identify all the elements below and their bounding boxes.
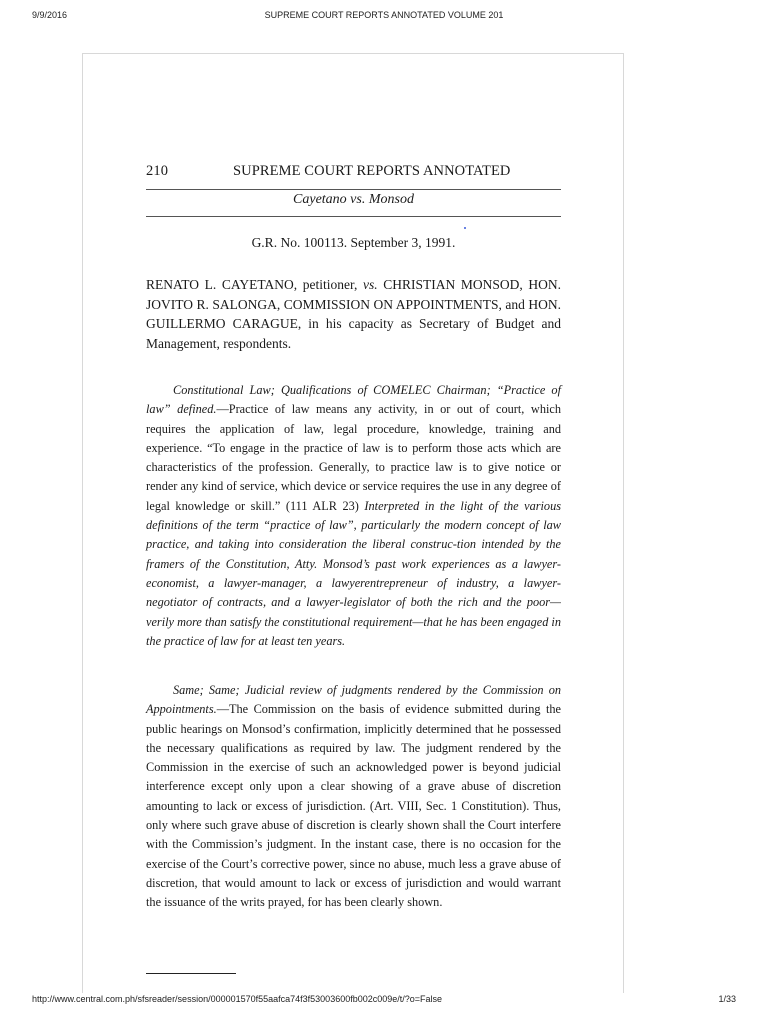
page-count: 1/33 bbox=[718, 994, 736, 1004]
syllabus-body-2: —The Commission on the basis of evidence submitted during the public hearings on Monsod’s confirmation, implicitly determined that he possessed the necessary qualifications as required by law. The judgment rendered by the Commission in the exercise of such an acknowledged power is beyond judicial interference except only upon a clear showing of a grave abuse of discretion amounting to lack or excess of jurisdiction. (Art. VIII, Sec. 1 Constitution). Thus, only where such grave abuse of discretion is clearly shown shall the Court interfere with the Commission’s judgment. In the instant case, there is no occasion for the exercise of the Court’s corrective power, since no abuse, much less a grave abuse of discretion, that would amount to lack or excess of jurisdiction and would warrant the issuance of the writs prayed, for has been clearly shown. bbox=[146, 702, 561, 910]
respondents-text: CHRISTIAN MONSOD, HON. JOVITO R. SALONGA, COMMISSION ON APPOINTMENTS, and HON. GUILLERMO CARAGUE, in his capacity as Secretary of Budget and Management, respondents. bbox=[146, 277, 561, 351]
syllabus-heading-2: Same; Same; Judicial review of judgments rendered by the Commission on Appointments. bbox=[146, 683, 561, 717]
document-page bbox=[82, 53, 624, 993]
case-title-rule bbox=[146, 216, 561, 217]
footnote-rule bbox=[146, 973, 236, 974]
marker-dot bbox=[464, 227, 466, 229]
print-date: 9/9/2016 bbox=[32, 10, 68, 20]
header-rule bbox=[146, 189, 561, 190]
print-footer bbox=[0, 994, 768, 1008]
petitioner-text: RENATO L. CAYETANO, petitioner, bbox=[146, 277, 363, 292]
syllabus-paragraph-1 bbox=[146, 381, 561, 651]
versus-text: vs. bbox=[362, 277, 378, 292]
syllabus-heading-1: Constitutional Law; Qualifications of COMELEC Chairman; “Practice of law” defined. bbox=[146, 383, 561, 417]
case-title: Cayetano vs. Monsod bbox=[293, 192, 414, 207]
syllabus-italic-1: Interpreted in the light of the various definitions of the term “practice of law”, particularly the modern concept of law practice, and taking into consideration the liberal construc-tion intended by the framers of the Constitution, Atty. Monsod’s past work experiences as a lawyer-economist, a lawyer-manager, a lawyerentrepreneur of industry, a lawyer-negotiator of contracts, and a lawyer-legislator of both the rich and the poor—verily more than satisfy the constitutional requirement—that he has been engaged in the practice of law for at least ten years. bbox=[146, 498, 562, 648]
syllabus-paragraph-2 bbox=[146, 681, 561, 913]
syllabus-body-1: —Practice of law means any activity, in or out of court, which requires the application of law, legal procedure, knowledge, training and experience. “To engage in the practice of law is to perform those acts which are characteristics of the profession. Generally, to practice law is to give notice or render any kind of service, which device or service requires the use in any degree of legal knowledge or skill.” (111 ALR 23) bbox=[146, 402, 561, 513]
gr-number: G.R. No. 100113. September 3, 1991. bbox=[251, 235, 456, 250]
parties-paragraph bbox=[146, 275, 561, 353]
page-number: 210 bbox=[146, 163, 169, 179]
journal-title: SUPREME COURT REPORTS ANNOTATED bbox=[233, 163, 511, 179]
print-title: SUPREME COURT REPORTS ANNOTATED VOLUME 201 bbox=[264, 10, 504, 20]
print-header bbox=[0, 10, 768, 24]
source-url: http://www.central.com.ph/sfsreader/session/000001570f55aafca74f3f53003600fb002c009e/t/?o=False bbox=[32, 994, 443, 1004]
